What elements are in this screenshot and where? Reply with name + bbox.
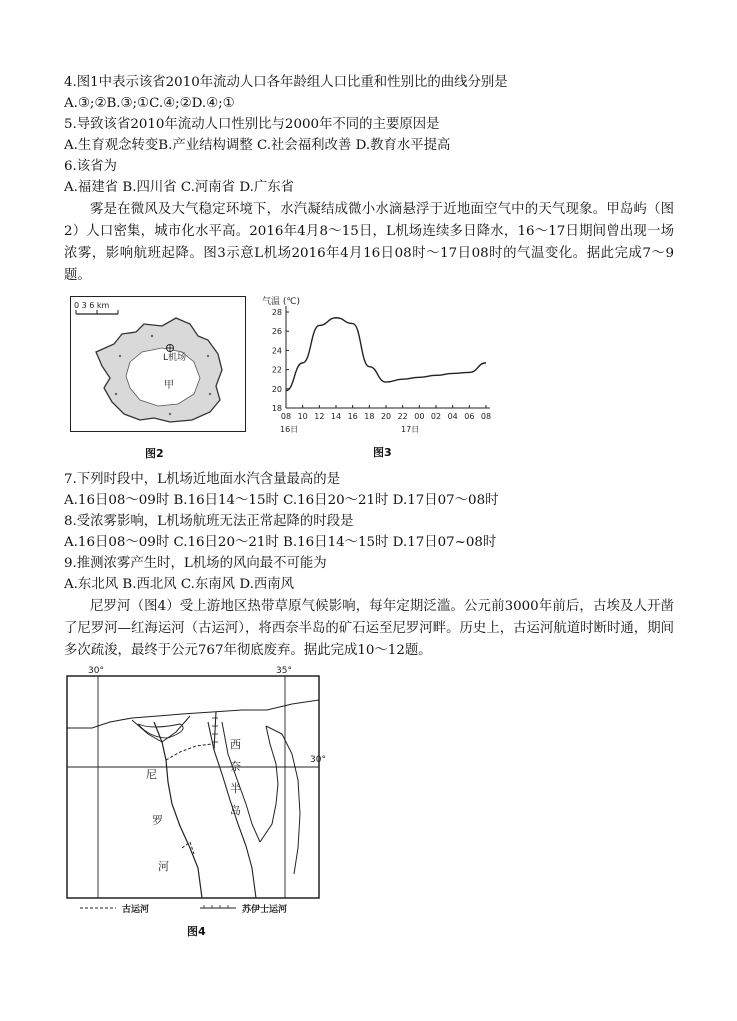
x-tick-label: 02 bbox=[430, 412, 442, 421]
x-tick-label: 08 bbox=[480, 412, 492, 421]
q9-options: A.东北风 B.西北风 C.东南风 D.西南风 bbox=[64, 577, 295, 592]
q7-options: A.16日08～09时 B.16日14～15时 C.16日20～21时 D.17日07～08时 bbox=[64, 493, 499, 508]
fig4-nile-1: 尼 bbox=[146, 768, 157, 781]
figure-3-chart bbox=[258, 290, 498, 450]
fig3-x-sub16: 16日 bbox=[280, 425, 299, 434]
x-tick-label: 06 bbox=[464, 412, 475, 421]
figure-2-caption: 图2 bbox=[145, 447, 164, 460]
figure-3-caption: 图3 bbox=[373, 446, 392, 459]
q8-stem: 8.受浓雾影响，L机场航班无法正常起降的时段是 bbox=[64, 514, 354, 529]
figure-4-caption: 图4 bbox=[187, 925, 206, 938]
figure-4-map bbox=[62, 664, 328, 914]
fig4-sinai-1: 西 bbox=[230, 738, 241, 751]
fig4-lon35: 35° bbox=[276, 666, 292, 676]
fig4-nile-3: 河 bbox=[158, 860, 169, 873]
legend-ancient-canal: 古运河 bbox=[122, 905, 150, 914]
fig4-lon30: 30° bbox=[88, 666, 104, 676]
x-tick-label: 08 bbox=[280, 412, 292, 421]
x-tick-label: 22 bbox=[397, 412, 408, 421]
fig3-ylabel: 气温 (℃) bbox=[262, 297, 300, 307]
fig4-sinai-3: 半 bbox=[230, 782, 241, 795]
fig2-scale-label: 0 3 6 km bbox=[74, 301, 110, 310]
y-tick-label: 20 bbox=[271, 384, 282, 394]
q4-options: A.③;②B.③;①C.④;②D.④;① bbox=[64, 96, 235, 111]
x-tick-label: 04 bbox=[447, 412, 458, 421]
q4-stem: 4.图1中表示该省2010年流动人口各年龄组人口比重和性别比的曲线分别是 bbox=[64, 75, 508, 90]
fig2-airport-label: L机场 bbox=[163, 353, 187, 363]
y-tick-label: 24 bbox=[271, 346, 282, 356]
fig3-x-sub17: 17日 bbox=[401, 425, 420, 434]
x-tick-label: 10 bbox=[297, 412, 308, 421]
x-tick-label: 20 bbox=[380, 412, 392, 421]
figure-2-map bbox=[70, 296, 246, 432]
temperature-series-line bbox=[286, 318, 486, 391]
passage-fog: 雾是在微风及大气稳定环境下，水汽凝结成微小水滴悬浮于近地面空气中的天气现象。甲岛屿（图2）人口密集，城市化水平高。2016年4月8～15日，L机场连续多日降水，16～17日期间曾出现一场浓雾，影响航班起降。图3示意L机场2016年4月16日08时～17日08时的气温变化。据此完成7～9题。 bbox=[64, 202, 674, 283]
q5-stem: 5.导致该省2010年流动人口性别比与2000年不同的主要原因是 bbox=[64, 117, 440, 132]
fig2-island-label: 甲 bbox=[164, 380, 174, 391]
x-tick-label: 00 bbox=[414, 412, 425, 421]
q7-stem: 7.下列时段中，L机场近地面水汽含量最高的是 bbox=[64, 472, 341, 487]
x-tick-label: 16 bbox=[347, 412, 358, 421]
q5-options: A.生育观念转变B.产业结构调整 C.社会福利改善 D.教育水平提高 bbox=[64, 138, 451, 153]
q8-options: A.16日08～09时 C.16日20～21时 B.16日14～15时 D.17日07~08时 bbox=[64, 535, 497, 550]
y-tick-label: 18 bbox=[271, 404, 282, 413]
q6-stem: 6.该省为 bbox=[64, 159, 117, 174]
q6-options: A.福建省 B.四川省 C.河南省 D.广东省 bbox=[64, 180, 295, 195]
y-tick-label: 22 bbox=[271, 365, 282, 375]
y-tick-label: 26 bbox=[271, 327, 282, 337]
fig4-sinai-4: 岛 bbox=[230, 804, 241, 817]
x-tick-label: 14 bbox=[330, 412, 342, 421]
x-tick-label: 12 bbox=[314, 412, 325, 421]
q9-stem: 9.推测浓雾产生时，L机场的风向最不可能为 bbox=[64, 556, 327, 571]
fig4-sinai-2: 奈 bbox=[230, 760, 241, 773]
fig4-nile-2: 罗 bbox=[152, 814, 163, 827]
legend-suez-canal: 苏伊士运河 bbox=[242, 905, 288, 914]
passage-nile: 尼罗河（图4）受上游地区热带草原气候影响，每年定期泛滥。公元前3000年前后，古埃及人开凿了尼罗河—红海运河（古运河），将西奈半岛的矿石运至尼罗河畔。历史上，古运河航道时断时通，期间多次疏浚，最终于公元767年彻底废弃。据此完成10～12题。 bbox=[64, 599, 674, 658]
y-tick-label: 28 bbox=[271, 308, 282, 317]
fig4-lat30: 30° bbox=[310, 755, 326, 765]
x-tick-label: 18 bbox=[364, 412, 375, 421]
